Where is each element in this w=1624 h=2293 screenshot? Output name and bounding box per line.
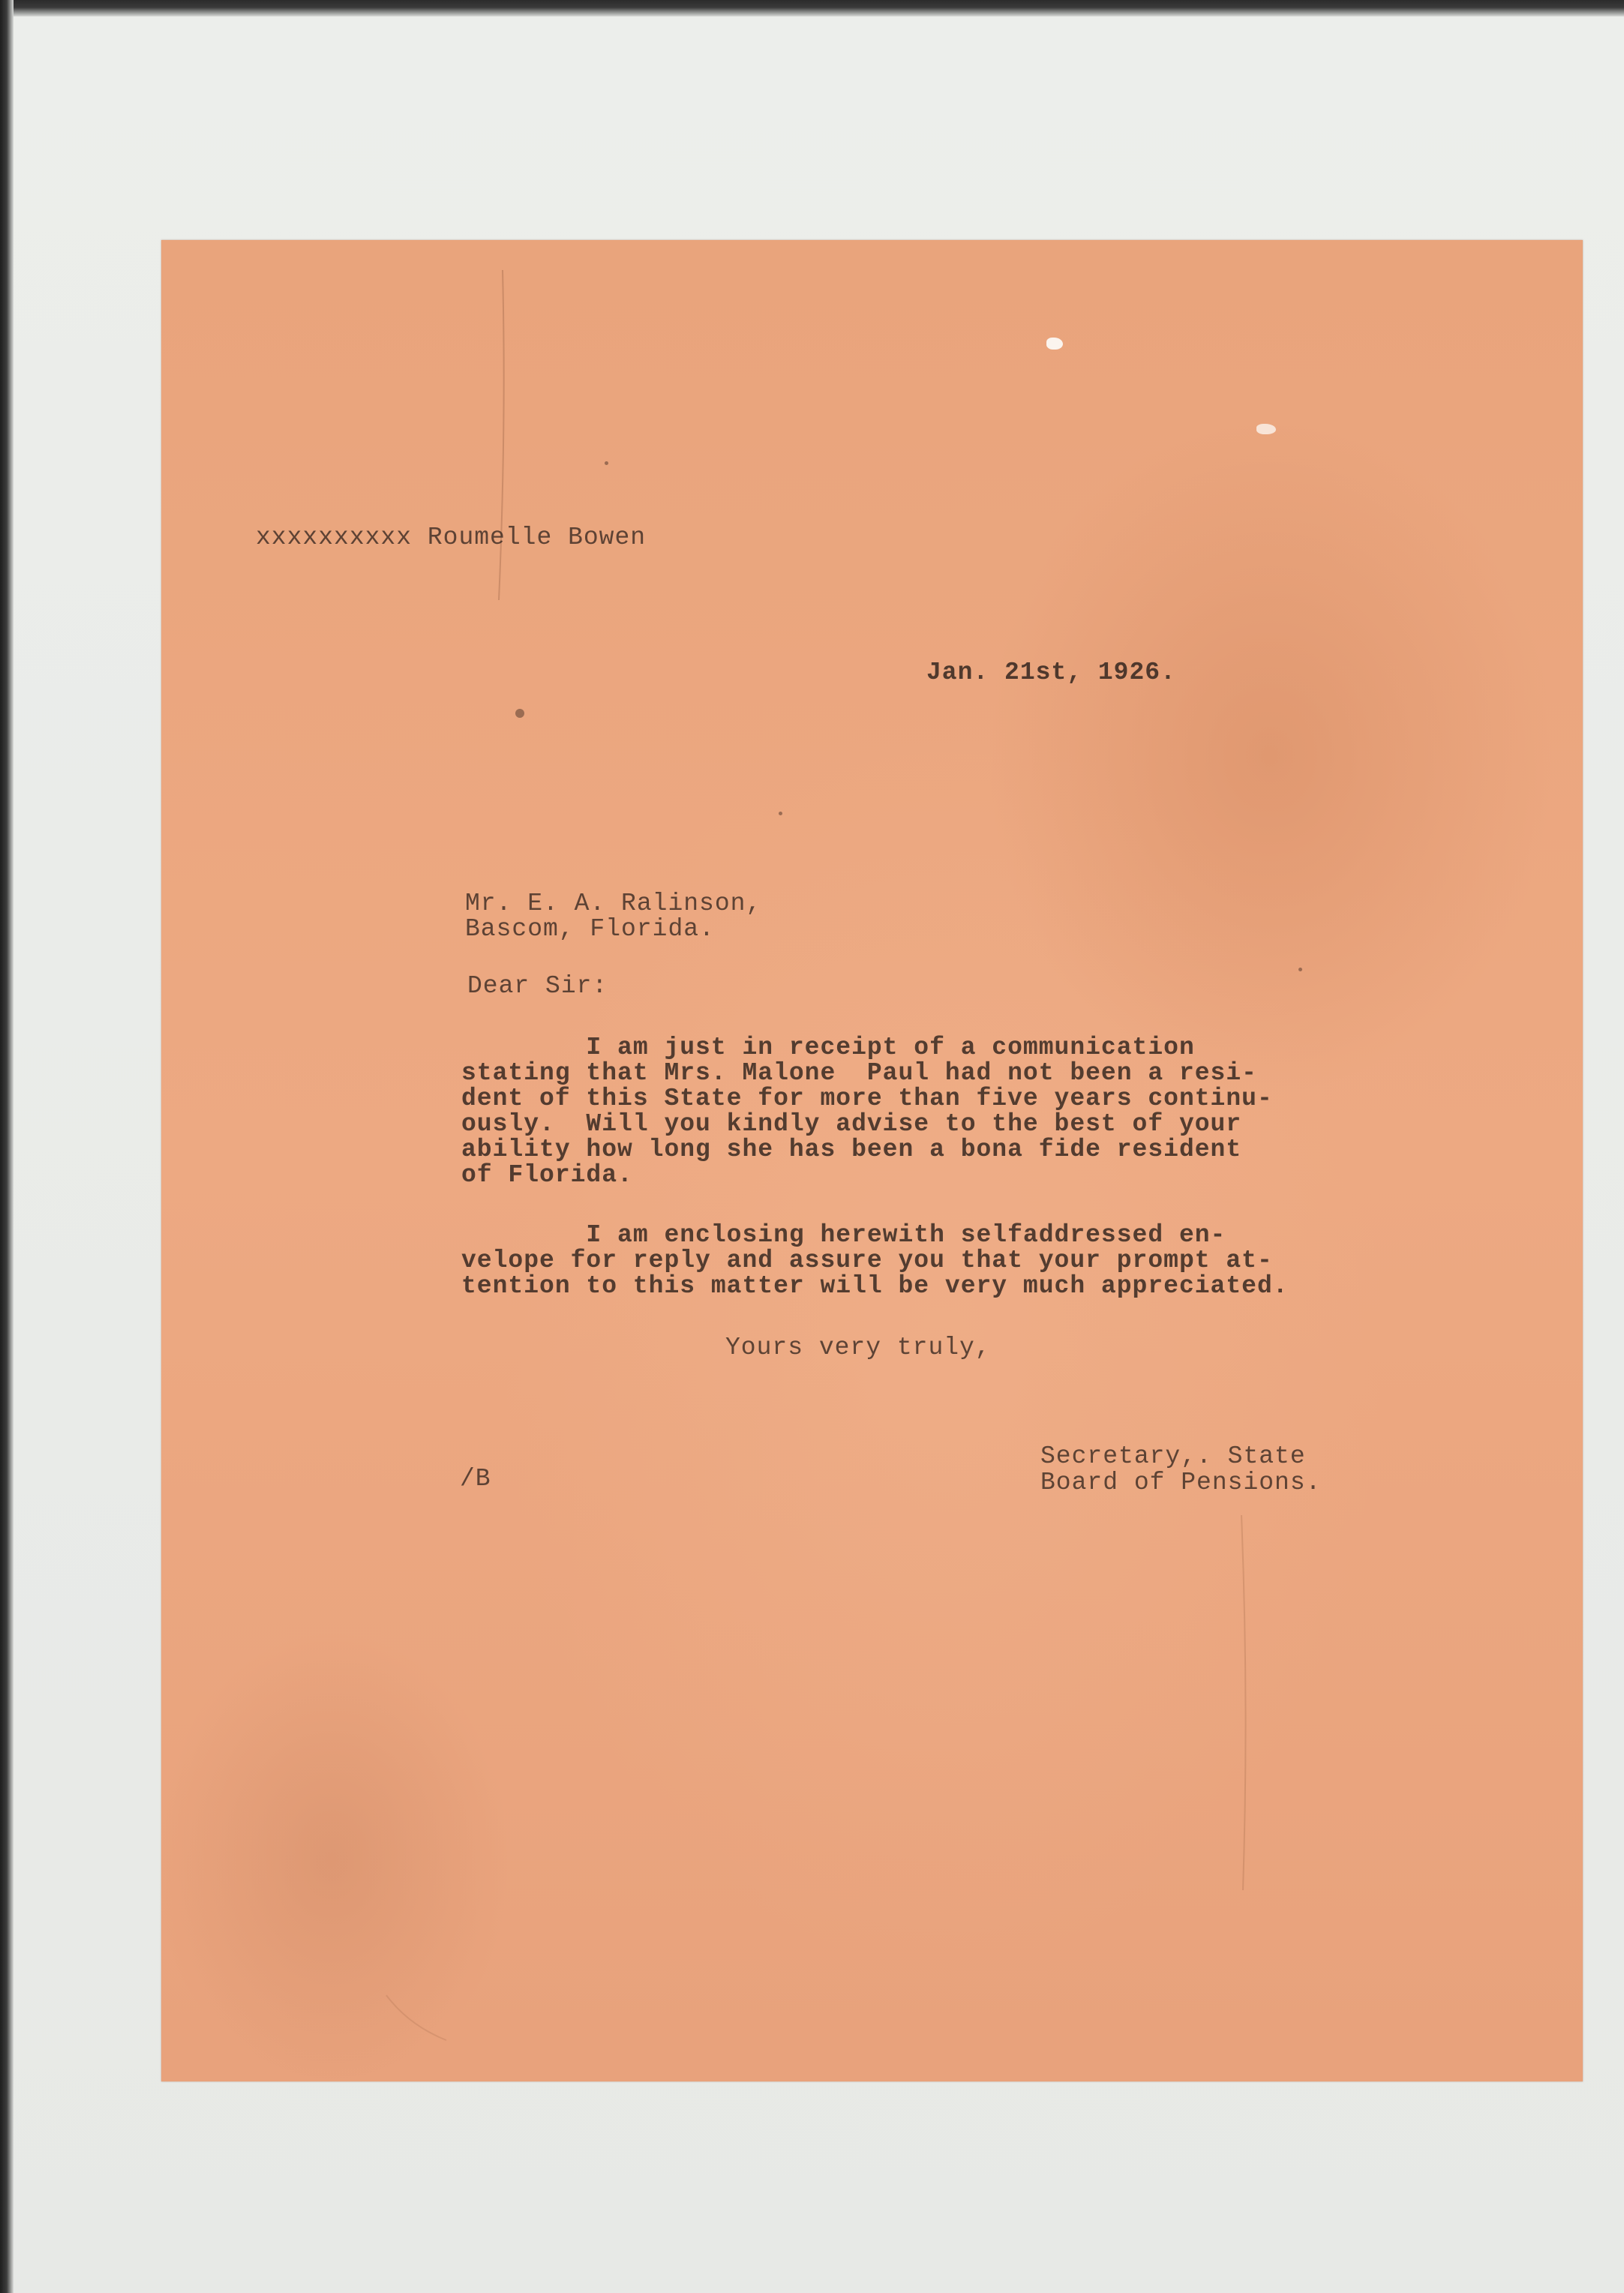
body-paragraph-2 bbox=[461, 1223, 1289, 1299]
scan-left-edge bbox=[0, 0, 14, 2293]
body-line: dent of this State for more than five years continu- bbox=[461, 1085, 1273, 1112]
body-line: tention to this matter will be very much appreciated. bbox=[461, 1272, 1289, 1300]
body-line: I am just in receipt of a communication bbox=[461, 1034, 1195, 1061]
body-paragraph-1 bbox=[461, 1035, 1273, 1188]
salutation: Dear Sir: bbox=[467, 972, 608, 1000]
body-line: I am enclosing herewith selfaddressed en- bbox=[461, 1221, 1226, 1249]
body-line: ously. Will you kindly advise to the best of your bbox=[461, 1110, 1242, 1138]
typist-initials: /B bbox=[460, 1465, 491, 1493]
closing: Yours very truly, bbox=[725, 1334, 991, 1361]
body-line: of Florida. bbox=[461, 1161, 633, 1189]
signature-title-line-1: Secretary,. State bbox=[1040, 1442, 1306, 1470]
signature-title-line-2: Board of Pensions. bbox=[1040, 1469, 1322, 1496]
recipient-location: Bascom, Florida. bbox=[465, 915, 715, 943]
body-line: velope for reply and assure you that your prompt at- bbox=[461, 1247, 1273, 1274]
body-line: ability how long she has been a bona fide resident bbox=[461, 1136, 1242, 1163]
reference-line: xxxxxxxxxx Roumelle Bowen bbox=[256, 524, 647, 551]
letter-date: Jan. 21st, 1926. bbox=[926, 659, 1176, 686]
scan-top-edge bbox=[0, 0, 1624, 17]
recipient-name: Mr. E. A. Ralinson, bbox=[465, 890, 762, 917]
letter-sheet bbox=[161, 240, 1583, 2081]
body-line: stating that Mrs. Malone Paul had not been a resi- bbox=[461, 1059, 1257, 1087]
